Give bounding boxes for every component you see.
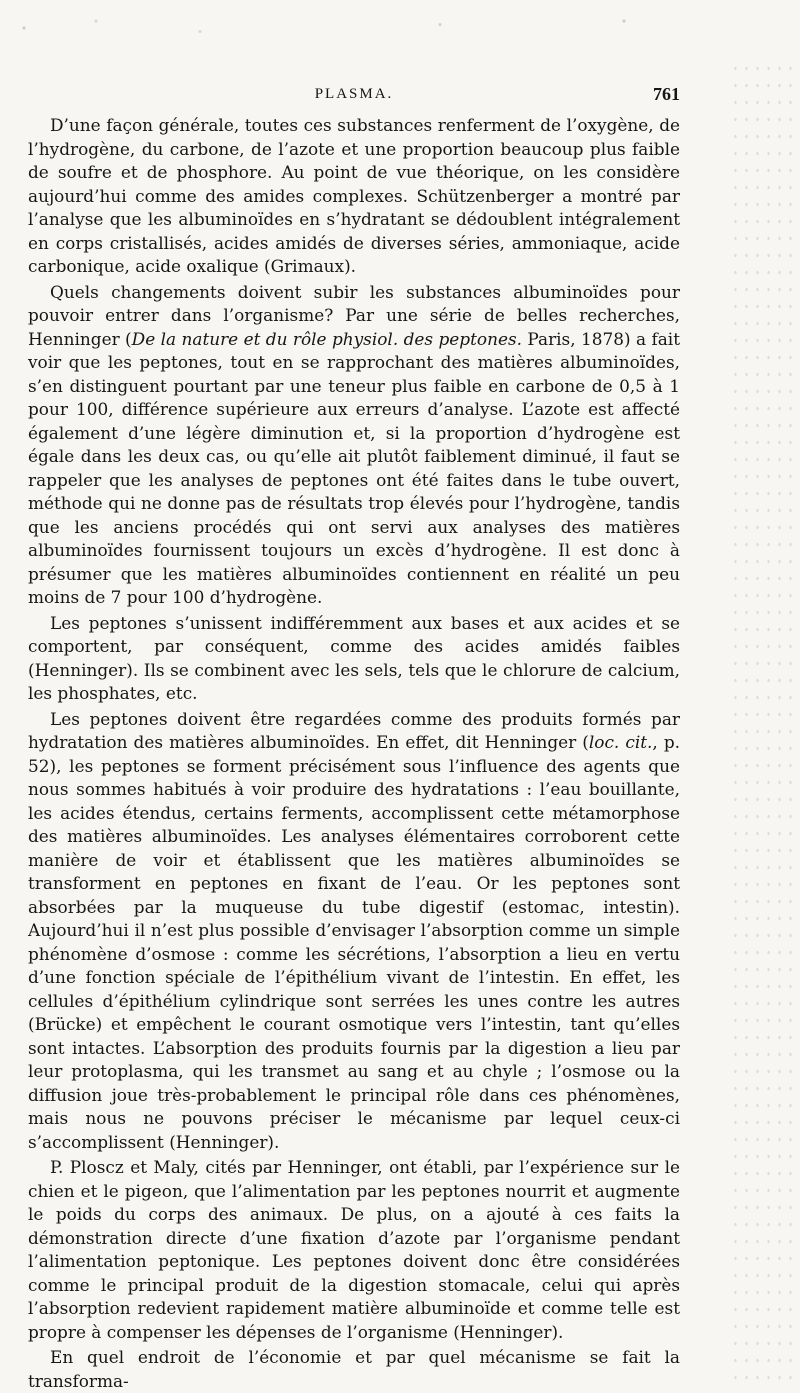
text-run: P. Ploscz et Maly, cités par Henninger, ont établi, par l’expérience sur le chien et le pigeon, que l’alimentation par les peptones nourrit et augmente le poids du corps des animaux. De plus, on a ajouté à ces faits la démonstration directe d’une fixation d’azote par l’organisme pendant l’alimentation peptonique. Les peptones doivent donc être considérées comme le principal produit de la digestion stomacale, celui qui après l’absorption redevient rapidement matière albuminoïde et comme telle est propre à compenser les dépenses de l’organisme (Henninger). bbox=[28, 1157, 680, 1342]
paragraph-4 bbox=[28, 708, 680, 1155]
text-run: En quel endroit de l’économie et par quel mécanisme se fait la transforma- bbox=[28, 1347, 680, 1391]
running-title: PLASMA. bbox=[314, 86, 394, 102]
paragraph-2 bbox=[28, 281, 680, 610]
page-number: 761 bbox=[653, 84, 680, 104]
scan-noise-right bbox=[730, 60, 800, 1387]
text-run: Les peptones doivent être regardées comme des produits formés par hydratation des matières albuminoïdes. En effet, dit Henninger ( bbox=[28, 708, 680, 752]
citation-loc-cit: loc. cit. bbox=[588, 732, 653, 752]
citation-title: De la nature et du rôle physiol. des peptones. bbox=[131, 328, 522, 349]
book-page bbox=[28, 82, 680, 1393]
text-run: Les peptones s’unissent indifféremment aux bases et aux acides et se comportent, par conséquent, comme des acides amidés faibles (Henninger). Ils se combinent avec les sels, tels que le chlorure de calcium, les phosphates, etc. bbox=[28, 612, 680, 703]
paragraph-6 bbox=[28, 1346, 680, 1393]
text-run: Paris, 1878) a fait voir que les peptones, tout en se rapprochant des matières albuminoïdes, s’en distinguent pourtant par une teneur plus faible en carbone de 0,5 à 1 pour 100, différence supérieure aux erreurs d’analyse. L’azote est affecté également d’une légère diminution et, si la proportion d’hydrogène est égale dans les deux cas, ou qu’elle ait plutôt faiblement diminué, il faut se rappeler que les analyses de peptones ont été faites dans le tube ouvert, méthode qui ne donne pas de résultats trop élevés pour l’hydrogène, tandis que les anciens procédés qui ont servi aux analyses des matières albuminoïdes fournissent toujours un excès d’hydrogène. Il est donc à présumer que les matières albuminoïdes contiennent en réalité un peu moins de 7 pour 100 d’hydrogène. bbox=[28, 328, 680, 607]
paragraph-5 bbox=[28, 1156, 680, 1344]
paragraph-1 bbox=[28, 114, 680, 279]
running-head bbox=[28, 82, 680, 114]
paragraph-3 bbox=[28, 612, 680, 706]
scan-noise-top bbox=[0, 0, 800, 70]
text-run: , p. 52), les peptones se forment précisément sous l’influence des agents que nous sommes habitués à voir produire des hydratations : l’eau bouillante, les acides étendus, certains ferments, accomplissent cette métamorphose des matières albuminoïdes. Les analyses élémentaires corroborent cette manière de voir et établissent que les matières albuminoïdes se transforment en peptones en fixant de l’eau. Or les peptones sont absorbées par la muqueuse du tube digestif (estomac, intestin). Aujourd’hui il n’est plus possible d’envisager l’absorption comme un simple phénomène d’osmose : comme les sécrétions, l’absorption a lieu en vertu d’une fonction spéciale de l’épithélium vivant de l’intestin. En effet, les cellules d’épithélium cylindrique sont serrées les unes contre les autres (Brücke) et empêchent le courant osmotique vers l’intestin, tant qu’elles sont intactes. L’absorption des produits fournis par la digestion a lieu par leur protoplasma, qui les transmet au sang et au chyle ; l’osmose ou la diffusion joue très-probablement le principal rôle dans ces phénomènes, mais nous ne pouvons préciser le mécanisme par lequel ceux-ci s’accomplissent (Henninger). bbox=[28, 732, 680, 1152]
text-run: D’une façon générale, toutes ces substances renferment de l’oxygène, de l’hydrogène, du carbone, de l’azote et une proportion beaucoup plus faible de soufre et de phosphore. Au point de vue théorique, on les considère aujourd’hui comme des amides complexes. Schützenberger a montré par l’analyse que les albuminoïdes en s’hydratant se dédoublent intégralement en corps cristallisés, acides amidés de diverses séries, ammoniaque, acide carbonique, acide oxalique (Grimaux). bbox=[28, 115, 680, 276]
text-run: Quels changements doivent subir les substances albuminoïdes pour pouvoir entrer dans l’organisme? Par une série de belles recherches, Henninger ( bbox=[28, 281, 680, 349]
body-text bbox=[28, 114, 680, 1393]
